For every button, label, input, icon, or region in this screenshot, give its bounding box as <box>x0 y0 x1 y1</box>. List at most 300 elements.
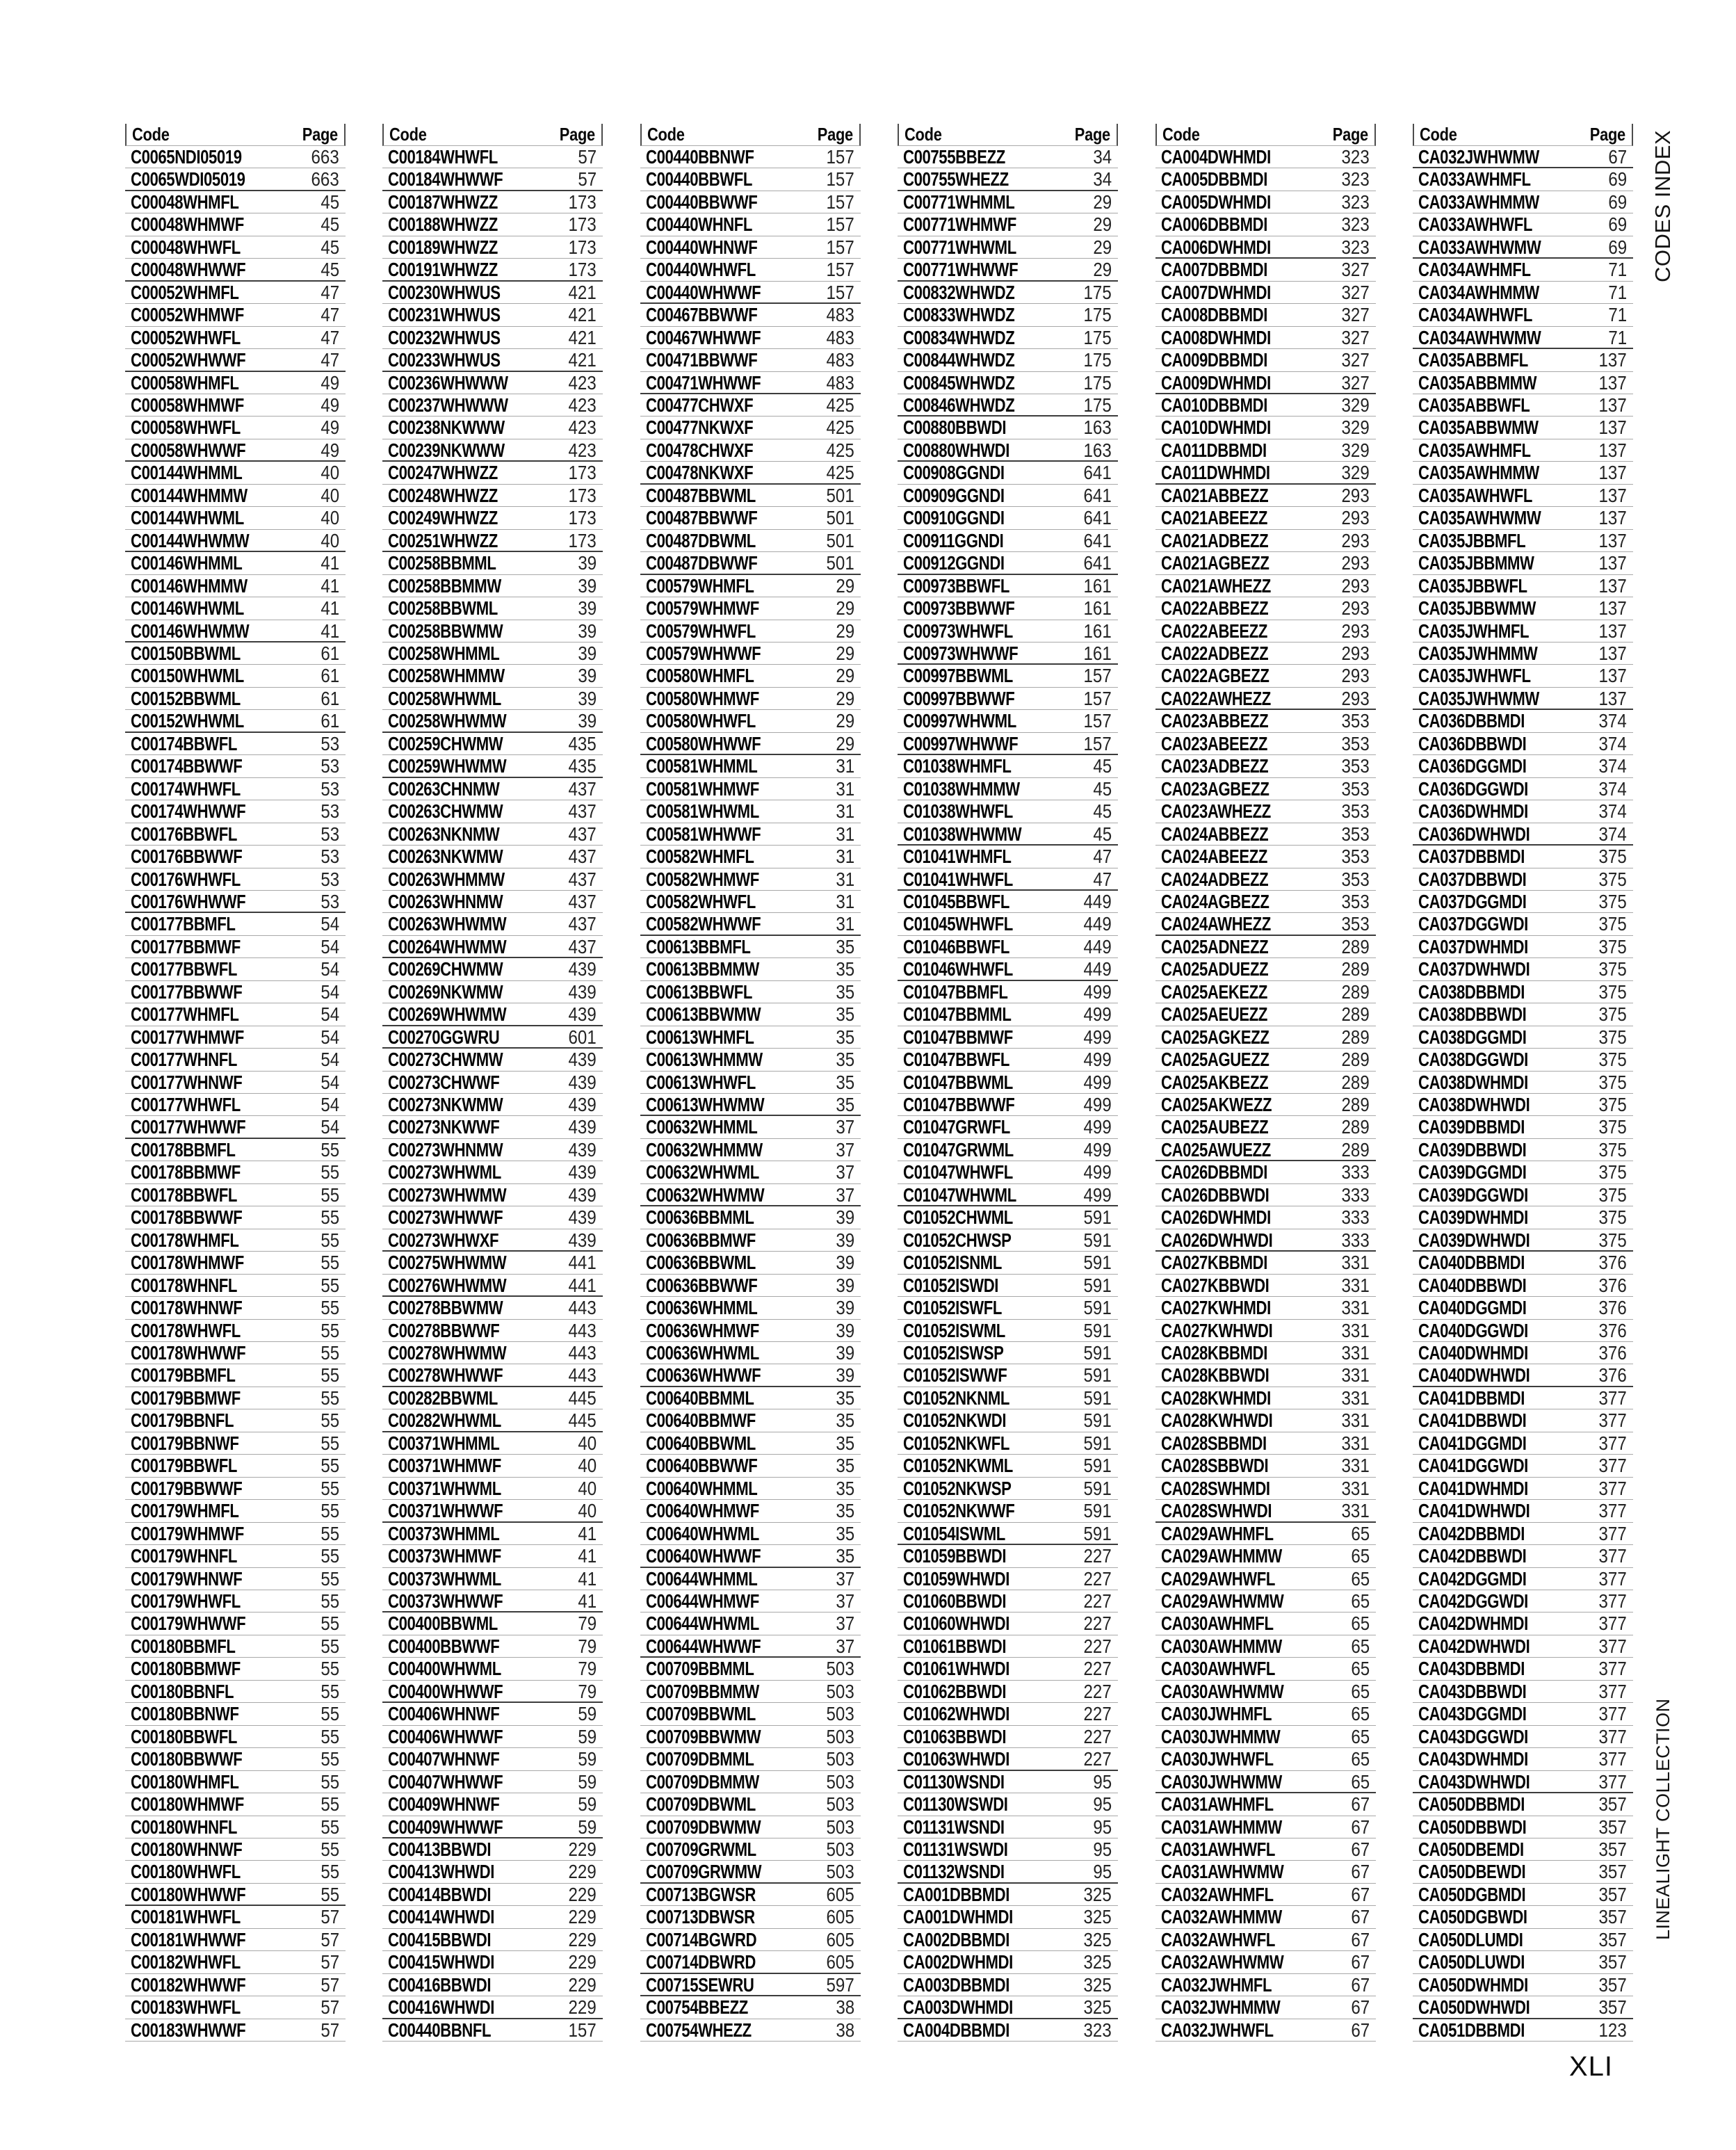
page-cell: 53 <box>321 890 339 912</box>
page-cell: 437 <box>568 800 597 823</box>
table-row <box>1413 1635 1633 1658</box>
page-cell: 227 <box>1083 1658 1112 1680</box>
table-row <box>1413 1996 1633 2019</box>
code-cell: CA001DBBMDI <box>903 1883 1009 1905</box>
page-cell: 35 <box>836 1049 854 1071</box>
code-cell: C00239NKWWW <box>388 439 505 461</box>
code-cell: C00580WHMWF <box>646 687 759 709</box>
page-cell: 641 <box>1083 507 1112 529</box>
page-cell: 35 <box>836 1409 854 1432</box>
page-cell: 503 <box>826 1703 854 1725</box>
table-row <box>1413 1929 1633 1951</box>
table-row <box>382 1996 603 2019</box>
page-cell: 437 <box>568 890 597 912</box>
table-row <box>1155 213 1376 236</box>
code-cell: C00258BBWML <box>388 597 498 620</box>
code-cell: CA001DWHMDI <box>903 1906 1013 1928</box>
code-cell: CA040DBBMDI <box>1418 1252 1525 1274</box>
column-body <box>125 146 346 2042</box>
table-row <box>382 259 603 281</box>
page-cell: 157 <box>826 259 854 281</box>
table-row <box>382 1929 603 1951</box>
page-cell: 227 <box>1083 1590 1112 1612</box>
code-cell: C01045WHWFL <box>903 913 1013 935</box>
page-cell: 331 <box>1341 1455 1370 1477</box>
page-cell: 55 <box>321 1319 339 1341</box>
code-cell: C00269NKWMW <box>388 980 503 1003</box>
code-cell: CA022AGBEZZ <box>1161 665 1269 687</box>
table-row <box>640 372 861 394</box>
page-cell: 325 <box>1083 1928 1112 1950</box>
page-cell: 331 <box>1341 1477 1370 1499</box>
table-row <box>898 1635 1118 1658</box>
page-cell: 439 <box>568 1116 597 1138</box>
code-cell: C01047BBWML <box>903 1071 1013 1093</box>
code-cell: CA022ADBEZZ <box>1161 642 1269 664</box>
page-cell: 41 <box>578 1590 597 1612</box>
table-row <box>1413 1206 1633 1229</box>
page-cell: 35 <box>836 935 854 957</box>
code-cell: C00174BBWWF <box>131 755 243 777</box>
page-cell: 54 <box>321 980 339 1003</box>
page-cell: 65 <box>1351 1748 1370 1770</box>
page-cell: 423 <box>568 394 597 416</box>
page-cell: 59 <box>578 1793 597 1816</box>
code-cell: C00709GRWMW <box>646 1861 762 1883</box>
table-row <box>125 800 346 823</box>
page-cell: 137 <box>1598 620 1627 642</box>
code-cell: CA011DWHMDI <box>1161 462 1270 484</box>
table-row <box>640 1094 861 1116</box>
code-cell: CA043DWHMDI <box>1418 1748 1528 1770</box>
table-row <box>382 1906 603 1928</box>
table-row <box>1155 1861 1376 1883</box>
table-row <box>382 1184 603 1206</box>
page-cell: 59 <box>578 1703 597 1725</box>
code-cell: C00644WHWML <box>646 1612 759 1635</box>
code-cell: CA042DGGWDI <box>1418 1590 1528 1612</box>
table-row <box>382 1681 603 1703</box>
page-cell: 229 <box>568 1861 597 1883</box>
code-cell: C00052WHWFL <box>131 326 241 348</box>
table-row <box>382 1500 603 1522</box>
page-cell: 55 <box>321 1342 339 1364</box>
page-cell: 641 <box>1083 484 1112 506</box>
code-header-label: Code <box>132 124 170 145</box>
page-cell: 65 <box>1351 1725 1370 1747</box>
code-header-label: Code <box>1162 124 1200 145</box>
code-cell: C00709BBMMW <box>646 1680 759 1702</box>
code-cell: C00581WHMML <box>646 755 758 777</box>
code-cell: C00176BBWWF <box>131 846 243 868</box>
page-cell: 439 <box>568 1094 597 1116</box>
page-cell: 157 <box>1083 687 1112 709</box>
page-cell: 605 <box>826 1928 854 1950</box>
page-cell: 47 <box>321 326 339 348</box>
table-row <box>640 800 861 823</box>
code-cell: CA028KWHMDI <box>1161 1387 1271 1409</box>
code-cell: CA042DWHWDI <box>1418 1635 1530 1657</box>
code-cell: C00263WHNMW <box>388 890 503 912</box>
table-row <box>640 349 861 371</box>
code-cell: CA036DWHWDI <box>1418 823 1530 845</box>
table-row <box>898 1612 1118 1635</box>
table-row <box>125 642 346 665</box>
table-row <box>125 1861 346 1883</box>
page-cell: 29 <box>1093 213 1112 236</box>
table-row <box>1155 1455 1376 1477</box>
table-row <box>640 1861 861 1883</box>
code-cell: C00714DBWRD <box>646 1951 756 1973</box>
page-cell: 55 <box>321 1138 339 1161</box>
table-row <box>382 1139 603 1161</box>
page-cell: 137 <box>1598 371 1627 394</box>
code-cell: C00640WHMWF <box>646 1500 759 1522</box>
page-cell: 39 <box>836 1342 854 1364</box>
table-row <box>382 1252 603 1274</box>
code-cell: C01052ISWDI <box>903 1274 999 1296</box>
table-row <box>125 372 346 394</box>
table-row <box>125 1929 346 1951</box>
table-row <box>640 507 861 529</box>
page-cell: 375 <box>1598 980 1627 1003</box>
code-cell: C00273CHWWF <box>388 1071 500 1093</box>
code-cell: C00179BBNWF <box>131 1432 239 1454</box>
table-row <box>1413 1748 1633 1770</box>
page-cell: 55 <box>321 1680 339 1702</box>
table-row <box>382 1838 603 1861</box>
column-header <box>898 124 1118 146</box>
table-row <box>898 282 1118 304</box>
code-cell: C00048WHMFL <box>131 191 239 213</box>
page-cell: 39 <box>836 1319 854 1341</box>
code-cell: C01054ISWML <box>903 1522 1005 1544</box>
code-cell: C00146WHMMW <box>131 574 248 597</box>
code-cell: C01046BBWFL <box>903 935 1010 957</box>
code-cell: C00709BBWMW <box>646 1725 761 1747</box>
code-cell: CA029AWHMMW <box>1161 1545 1282 1567</box>
page-cell: 375 <box>1598 1138 1627 1161</box>
page-cell: 37 <box>836 1183 854 1206</box>
table-row <box>1155 1703 1376 1725</box>
table-row <box>382 1003 603 1026</box>
table-row <box>1155 823 1376 846</box>
page-cell: 35 <box>836 1003 854 1026</box>
code-cell: CA029AWHWFL <box>1161 1567 1276 1590</box>
code-cell: C00709DBMML <box>646 1748 754 1770</box>
table-row <box>898 1884 1118 1906</box>
page-cell: 425 <box>826 394 854 416</box>
table-row <box>898 1229 1118 1252</box>
table-row <box>382 146 603 168</box>
page-cell: 289 <box>1341 1116 1370 1138</box>
page-cell: 357 <box>1598 1973 1627 1996</box>
page-cell: 45 <box>321 191 339 213</box>
page-cell: 55 <box>321 1387 339 1409</box>
page-cell: 325 <box>1083 1883 1112 1905</box>
page-cell: 227 <box>1083 1680 1112 1702</box>
page-cell: 55 <box>321 1590 339 1612</box>
table-row <box>1155 597 1376 620</box>
code-header-label: Code <box>647 124 685 145</box>
code-cell: C00371WHMWF <box>388 1455 501 1477</box>
table-row <box>1413 1612 1633 1635</box>
page-cell: 29 <box>836 665 854 687</box>
column-body <box>640 146 861 2042</box>
table-row <box>898 2019 1118 2042</box>
code-cell: C01131WSWDI <box>903 1838 1008 1860</box>
code-cell: C00174BBWFL <box>131 732 238 754</box>
code-column-3 <box>640 124 861 2042</box>
code-cell: C00487BBWWF <box>646 507 758 529</box>
code-cell: C00177WHMFL <box>131 1003 239 1026</box>
page-cell: 41 <box>321 620 339 642</box>
table-row <box>898 146 1118 168</box>
page-cell: 229 <box>568 1906 597 1928</box>
page-cell: 229 <box>568 1951 597 1973</box>
code-cell: CA032AWHWMW <box>1161 1951 1284 1973</box>
page-cell: 423 <box>568 417 597 439</box>
table-row <box>1155 1884 1376 1906</box>
table-row <box>1413 485 1633 507</box>
table-row <box>1155 1635 1376 1658</box>
table-row <box>382 958 603 980</box>
code-cell: CA031AWHWMW <box>1161 1861 1284 1883</box>
table-row <box>640 733 861 755</box>
page-cell: 353 <box>1341 823 1370 845</box>
table-row <box>125 1703 346 1725</box>
code-cell: CA042DGGMDI <box>1418 1567 1527 1590</box>
table-row <box>125 1049 346 1071</box>
page-cell: 591 <box>1083 1206 1112 1229</box>
table-row <box>382 236 603 259</box>
page-cell: 55 <box>321 1816 339 1838</box>
code-cell: CA032AWHMFL <box>1161 1883 1274 1905</box>
code-cell: C00177BBMWF <box>131 935 241 957</box>
table-row <box>898 823 1118 846</box>
code-cell: C00880BBWDI <box>903 417 1007 439</box>
code-cell: CA037DBBMDI <box>1418 846 1525 868</box>
code-cell: CA035AWHMMW <box>1418 462 1539 484</box>
table-row <box>1413 439 1633 462</box>
code-cell: C01038WHWFL <box>903 800 1013 823</box>
code-cell: C00709DBWMW <box>646 1816 761 1838</box>
code-cell: C01041WHMFL <box>903 846 1012 868</box>
table-row <box>898 1771 1118 1793</box>
table-row <box>1413 575 1633 597</box>
table-row <box>1155 958 1376 980</box>
table-row <box>898 1929 1118 1951</box>
code-cell: C01132WSNDI <box>903 1861 1005 1883</box>
page-cell: 357 <box>1598 1996 1627 2019</box>
code-cell: C00258WHWMW <box>388 710 507 732</box>
code-cell: CA032JWHWMW <box>1418 146 1539 168</box>
code-cell: C00152WHWML <box>131 710 244 732</box>
page-cell: 333 <box>1341 1229 1370 1251</box>
code-cell: C00416WHWDI <box>388 1996 495 2019</box>
code-cell: C00180BBMWF <box>131 1658 241 1680</box>
table-row <box>898 1206 1118 1229</box>
code-cell: C00251WHWZZ <box>388 529 498 551</box>
table-row <box>1413 1838 1633 1861</box>
code-cell: C00178BBMWF <box>131 1161 241 1183</box>
page-cell: 377 <box>1598 1522 1627 1544</box>
code-cell: C00275WHWMW <box>388 1252 507 1274</box>
code-cell: C00640BBMWF <box>646 1409 756 1432</box>
table-row <box>382 327 603 349</box>
code-cell: C00579WHWFL <box>646 620 756 642</box>
table-row <box>640 462 861 484</box>
code-cell: CA027KBBWDI <box>1161 1274 1269 1296</box>
table-row <box>1155 1139 1376 1161</box>
table-row <box>1155 1026 1376 1049</box>
table-row <box>1155 1726 1376 1748</box>
code-cell: CA032JWHMMW <box>1161 1996 1281 2019</box>
page-cell: 329 <box>1341 417 1370 439</box>
code-cell: C00048WHMWF <box>131 213 244 236</box>
table-row <box>1155 439 1376 462</box>
code-cell: C00144WHWMW <box>131 529 250 551</box>
page-cell: 157 <box>826 191 854 213</box>
page-cell: 329 <box>1341 394 1370 416</box>
page-cell: 503 <box>826 1816 854 1838</box>
code-cell: C00179WHNWF <box>131 1567 243 1590</box>
table-row <box>898 1726 1118 1748</box>
code-cell: CA041DWHWDI <box>1418 1500 1530 1522</box>
table-row <box>382 1816 603 1838</box>
table-row <box>125 507 346 529</box>
code-cell: CA025AEUEZZ <box>1161 1003 1268 1026</box>
table-row <box>125 394 346 417</box>
page-cell: 331 <box>1341 1274 1370 1296</box>
code-cell: C00178BBWWF <box>131 1206 243 1229</box>
table-row <box>125 688 346 710</box>
page-cell: 67 <box>1351 1861 1370 1883</box>
table-row <box>1413 1545 1633 1567</box>
page-cell: 157 <box>826 146 854 168</box>
code-cell: C00912GGNDI <box>903 552 1005 574</box>
code-cell: CA036DBBMDI <box>1418 710 1525 732</box>
code-cell: C00714BGWRD <box>646 1928 757 1950</box>
table-row <box>382 688 603 710</box>
table-row <box>898 1816 1118 1838</box>
code-cell: C00997BBWWF <box>903 687 1015 709</box>
table-row <box>1155 575 1376 597</box>
code-cell: C00052WHMWF <box>131 304 244 326</box>
code-cell: C00278BBWMW <box>388 1297 503 1319</box>
code-cell: C00179BBMWF <box>131 1387 241 1409</box>
table-row <box>640 1387 861 1409</box>
page-cell: 591 <box>1083 1342 1112 1364</box>
code-cell: C01131WSNDI <box>903 1816 1005 1838</box>
table-row <box>640 552 861 574</box>
code-cell: CA043DGGMDI <box>1418 1703 1527 1725</box>
page-cell: 55 <box>321 1183 339 1206</box>
code-cell: CA030AWHWFL <box>1161 1658 1276 1680</box>
table-row <box>125 891 346 913</box>
page-cell: 353 <box>1341 846 1370 868</box>
table-row <box>1413 597 1633 620</box>
code-cell: C00371WHWWF <box>388 1500 503 1522</box>
code-cell: C00269WHWMW <box>388 1003 507 1026</box>
code-cell: C00176WHWWF <box>131 890 246 912</box>
page-cell: 597 <box>826 1973 854 1996</box>
page-cell: 591 <box>1083 1297 1112 1319</box>
code-cell: CA025ADNEZZ <box>1161 935 1269 957</box>
table-row <box>382 462 603 484</box>
table-row <box>1413 1275 1633 1297</box>
table-row <box>640 1003 861 1026</box>
page-cell: 591 <box>1083 1274 1112 1296</box>
table-row <box>640 1297 861 1319</box>
code-cell: C00771WHMML <box>903 191 1015 213</box>
column-header <box>640 124 861 146</box>
code-cell: C01060WHWDI <box>903 1612 1010 1635</box>
code-cell: CA040DGGWDI <box>1418 1319 1528 1341</box>
table-row <box>125 1161 346 1183</box>
table-row <box>640 1275 861 1297</box>
table-row <box>640 981 861 1003</box>
code-cell: C00715SEWRU <box>646 1973 754 1996</box>
page-cell: 137 <box>1598 574 1627 597</box>
page-cell: 39 <box>836 1274 854 1296</box>
code-cell: CA041DWHMDI <box>1418 1477 1528 1499</box>
page-cell: 503 <box>826 1838 854 1860</box>
code-cell: C00581WHWML <box>646 800 759 823</box>
table-row <box>898 1161 1118 1183</box>
table-row <box>640 846 861 868</box>
table-row <box>898 507 1118 529</box>
page-cell: 54 <box>321 1116 339 1138</box>
page-cell: 39 <box>578 642 597 664</box>
page-cell: 377 <box>1598 1409 1627 1432</box>
code-cell: C00177BBWFL <box>131 958 238 980</box>
page-cell: 663 <box>311 146 339 168</box>
code-cell: C00179BBWFL <box>131 1455 238 1477</box>
page-cell: 41 <box>321 552 339 574</box>
table-row <box>382 1116 603 1138</box>
page-cell: 376 <box>1598 1297 1627 1319</box>
code-cell: CA033AWHMMW <box>1418 191 1539 213</box>
code-cell: C01047BBWWF <box>903 1094 1015 1116</box>
table-row <box>1155 1161 1376 1183</box>
page-cell: 375 <box>1598 1116 1627 1138</box>
page-cell: 229 <box>568 1973 597 1996</box>
code-cell: CA035JWHMMW <box>1418 642 1538 664</box>
code-cell: C00258WHMML <box>388 642 500 664</box>
table-row <box>1155 1049 1376 1071</box>
table-row <box>382 981 603 1003</box>
table-row <box>898 259 1118 281</box>
code-cell: C00579WHMWF <box>646 597 759 620</box>
table-row <box>382 1229 603 1252</box>
code-cell: CA030JWHWMW <box>1161 1770 1282 1793</box>
code-cell: C00997WHWWF <box>903 732 1019 754</box>
code-cell: CA027KWHMDI <box>1161 1297 1271 1319</box>
code-cell: CA002DWHMDI <box>903 1951 1013 1973</box>
table-row <box>382 1072 603 1094</box>
table-row <box>382 1320 603 1342</box>
code-cell: C01046WHWFL <box>903 958 1013 980</box>
code-cell: CA036DBBWDI <box>1418 732 1527 754</box>
table-row <box>125 1184 346 1206</box>
page-cell: 95 <box>1093 1816 1112 1838</box>
code-cell: C00582WHWFL <box>646 890 756 912</box>
code-cell: CA035JBBMFL <box>1418 529 1526 551</box>
code-cell: C00400BBWML <box>388 1612 498 1635</box>
code-cell: CA036DWHMDI <box>1418 800 1528 823</box>
table-row <box>1413 846 1633 868</box>
